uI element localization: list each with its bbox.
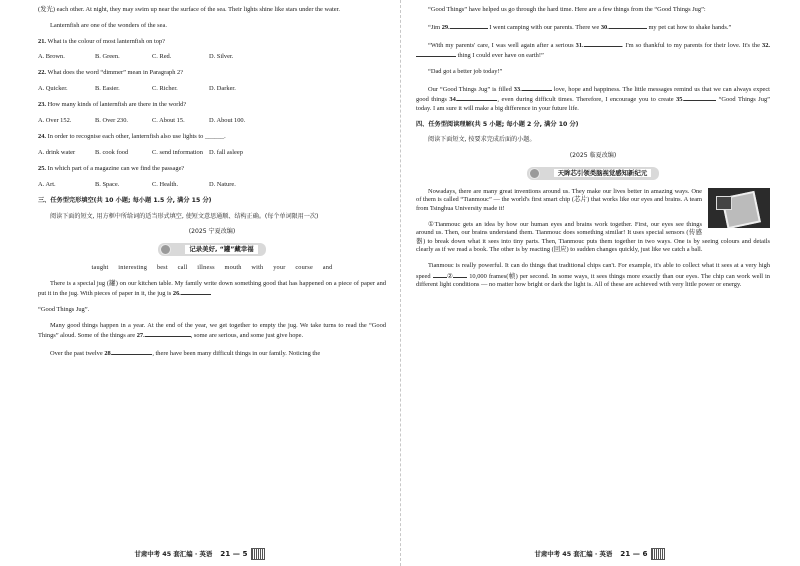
word-bank-item: with xyxy=(251,263,264,271)
blank-number: 28. xyxy=(104,350,113,358)
option-c: C. send information xyxy=(152,148,203,156)
chip-photo xyxy=(708,188,770,228)
question-23 xyxy=(38,101,386,125)
question-text: What is the colour of most lanternfish on top? xyxy=(47,37,165,45)
blank-number: 31. xyxy=(575,41,584,49)
answer-blank[interactable] xyxy=(450,22,488,29)
option-c: C. Health. xyxy=(152,180,179,188)
options xyxy=(38,149,386,158)
question-number: 21. xyxy=(38,37,46,45)
word-bank-item: mouth xyxy=(224,263,242,271)
blank-number: 34. xyxy=(449,96,458,104)
passage-source: (2025 临夏改编) xyxy=(569,152,617,160)
cloze-paragraph: “With my parents' care, I was well again after a serious 31. . I'm so thankful to my parents for their love. It's the 32. thing I could ever have on earth!” xyxy=(416,40,770,61)
blank-number: 35. xyxy=(676,96,685,104)
answer-blank[interactable] xyxy=(433,271,447,278)
option-d: D. Silver. xyxy=(209,53,234,61)
option-b: B. Over 230. xyxy=(95,117,129,125)
answer-blank[interactable] xyxy=(453,271,467,278)
option-b: B. Space. xyxy=(95,180,120,188)
answer-blank[interactable] xyxy=(145,330,191,337)
reading-paragraph: ①Tianmouc gets an idea by how our human eyes and brains work together. First, our eyes see things around us. Then, our brains understand them. Tianmouc does something similar! It uses special sensors (传感器) to break down what it sees into tiny parts. Then, Tianmouc puts them together in two ways. One is by seeing colours and details clearly as if we read a book. The other is by reacting (回应) to sudden changes quickly, just like we catch a ball. xyxy=(416,220,770,254)
page-number: 21 — 6 xyxy=(620,548,648,558)
word-bank-item: and xyxy=(322,263,333,271)
section-heading: 三、任务型完形填空(共 10 小题; 每小题 1.5 分, 满分 15 分) xyxy=(38,196,212,204)
question-number: 23. xyxy=(38,101,46,109)
answer-blank[interactable] xyxy=(181,288,211,295)
option-a: A. drink water xyxy=(38,148,76,156)
passage-banner xyxy=(38,243,386,256)
answer-blank[interactable] xyxy=(112,348,152,355)
option-b: B. Green. xyxy=(95,53,120,61)
blank-number: 29. xyxy=(441,23,450,31)
question-number: 24. xyxy=(38,133,46,141)
reading-paragraph: Nowadays, there are many great inventions around us. They make our lives better in amazing ways. One of them is called “Tianmouc” — the world's first smart chip (芯片) that works like our eyes and brains. A team from Tsinghua University made it! xyxy=(416,187,702,212)
blank-number: ② xyxy=(446,272,454,280)
option-a: A. Brown. xyxy=(38,53,65,61)
cloze-paragraph: Many good things happen in a year. At the end of the year, we get together to empty the jug. We take turns to read the “Good Things” aloud. Some of the things are 27. , some are serious, and some just give hope. xyxy=(38,321,386,340)
answer-blank[interactable] xyxy=(584,40,622,47)
option-d: D. About 100. xyxy=(209,117,246,125)
word-bank-item: call xyxy=(177,263,188,271)
badge-icon xyxy=(529,168,540,179)
right-page xyxy=(400,0,800,566)
blank-number: 30. xyxy=(600,23,609,31)
page-footer xyxy=(400,548,800,560)
option-b: B. cook food xyxy=(95,148,129,156)
question-text: In which part of a magazine can we find the passage? xyxy=(47,165,185,173)
option-c: C. Richer. xyxy=(152,85,178,93)
passage-conclusion: Lanternfish are one of the wonders of the sea. xyxy=(50,21,167,29)
word-bank-item: interesting xyxy=(118,263,148,271)
cloze-paragraph: There is a special jug (罐) on our kitchen table. My family write down something good that has happened on a piece of paper and put it in the jug. With pieces of paper in it, the jug is 26. xyxy=(38,279,386,298)
option-c: C. Red. xyxy=(152,53,172,61)
blank-number: 33. xyxy=(513,85,522,93)
blank-number: 32. xyxy=(762,41,770,49)
cloze-paragraph: “Good Things Jug”. xyxy=(38,305,90,313)
options xyxy=(38,117,386,126)
banner-title: 天眸芯引领类脑视觉感知新纪元 xyxy=(554,169,651,178)
word-bank-item: your xyxy=(273,263,286,271)
page-number: 21 — 5 xyxy=(220,548,248,558)
question-text: How many kinds of lanternfish are there in the world? xyxy=(47,101,187,109)
answer-blank[interactable] xyxy=(684,94,716,101)
question-number: 25. xyxy=(38,165,46,173)
option-c: C. About 15. xyxy=(152,117,185,125)
section-instruction: 阅读下面短文, 按要求完成后面的小题。 xyxy=(428,136,536,144)
option-a: A. Over 152. xyxy=(38,117,72,125)
cloze-paragraph: “Dad got a better job today!” xyxy=(428,67,503,75)
question-22 xyxy=(38,69,386,93)
option-b: B. Easier. xyxy=(95,85,120,93)
word-bank-item: course xyxy=(295,263,313,271)
footer-title: 甘肃中考 45 套汇编 · 英语 xyxy=(534,549,613,558)
option-d: D. fall asleep xyxy=(209,148,243,156)
answer-blank[interactable] xyxy=(522,84,552,91)
word-bank-item: illness xyxy=(197,263,215,271)
answer-blank[interactable] xyxy=(609,22,647,29)
reading-paragraph: Tianmouc is really powerful. It can do things that traditional chips can't. For example, it's able to collect what it sees at a very high speed ② 10,000 frames(帧) per second. In some ways, it sees things more exactly than our eyes. The chip can work well in different light conditions — no matter how bright or dark the light is. All of these are achieved with very little power or energy. xyxy=(416,262,770,289)
cloze-paragraph: “Jim 29. I went camping with our parents. There we 30. my pet cat how to shake hands.” xyxy=(428,23,732,31)
cloze-paragraph: Our “Good Things Jug” is filled 33. love, hope and happiness. The little messages remind us that we can always expect good things 34. , even during difficult times. Therefore, I encourage you to create 35. “Good Things Jug” today. I am sure it will make a big difference in your future life. xyxy=(416,85,770,112)
answer-blank[interactable] xyxy=(457,94,497,101)
blank-number: 27. xyxy=(136,332,145,340)
question-25 xyxy=(38,165,386,189)
qr-code-icon xyxy=(251,548,265,560)
passage-ending: (发光) each other. At night, they may swim up near the surface of the sea. Their lights shine like stars under the water. xyxy=(38,6,340,13)
answer-blank[interactable] xyxy=(416,50,456,57)
banner-title: 记录美好, “罐”藏幸福 xyxy=(185,245,257,254)
question-21 xyxy=(38,38,386,62)
options xyxy=(38,181,386,190)
option-a: A. Art. xyxy=(38,180,56,188)
word-bank-item: best xyxy=(156,263,168,271)
footer-title: 甘肃中考 45 套汇编 · 英语 xyxy=(134,549,213,558)
option-a: A. Quicker. xyxy=(38,85,68,93)
options xyxy=(38,53,386,62)
question-number: 22. xyxy=(38,69,46,77)
question-24 xyxy=(38,133,386,157)
option-d: D. Darker. xyxy=(209,85,236,93)
question-text: In order to recognise each other, lanternfish also use lights to ______. xyxy=(47,133,226,141)
options xyxy=(38,85,386,94)
qr-code-icon xyxy=(651,548,665,560)
question-text: What does the word “dimmer” mean in Paragraph 2? xyxy=(47,69,184,77)
passage-source: (2025 宁夏改编) xyxy=(188,228,236,236)
word-bank xyxy=(38,264,386,273)
section-heading: 四、任务型阅读理解(共 5 小题; 每小题 2 分, 满分 10 分) xyxy=(416,120,579,128)
cloze-paragraph: “Good Things” have helped us go through the hard time. Here are a few things from the “Good Things Jug”: xyxy=(428,6,706,13)
page-footer xyxy=(0,548,400,560)
section-instruction: 阅读下面的短文, 用方框中所给词的适当形式填空, 使短文意思通顺、结构正确。(每个单词限用一次) xyxy=(50,212,319,220)
passage-banner xyxy=(416,167,770,180)
cloze-paragraph: Over the past twelve 28. , there have been many difficult things in our family. Noticing the xyxy=(50,350,321,358)
option-d: D. Nature. xyxy=(209,180,236,188)
blank-number: 26. xyxy=(172,290,181,298)
badge-icon xyxy=(160,244,171,255)
word-bank-item: taught xyxy=(91,263,109,271)
